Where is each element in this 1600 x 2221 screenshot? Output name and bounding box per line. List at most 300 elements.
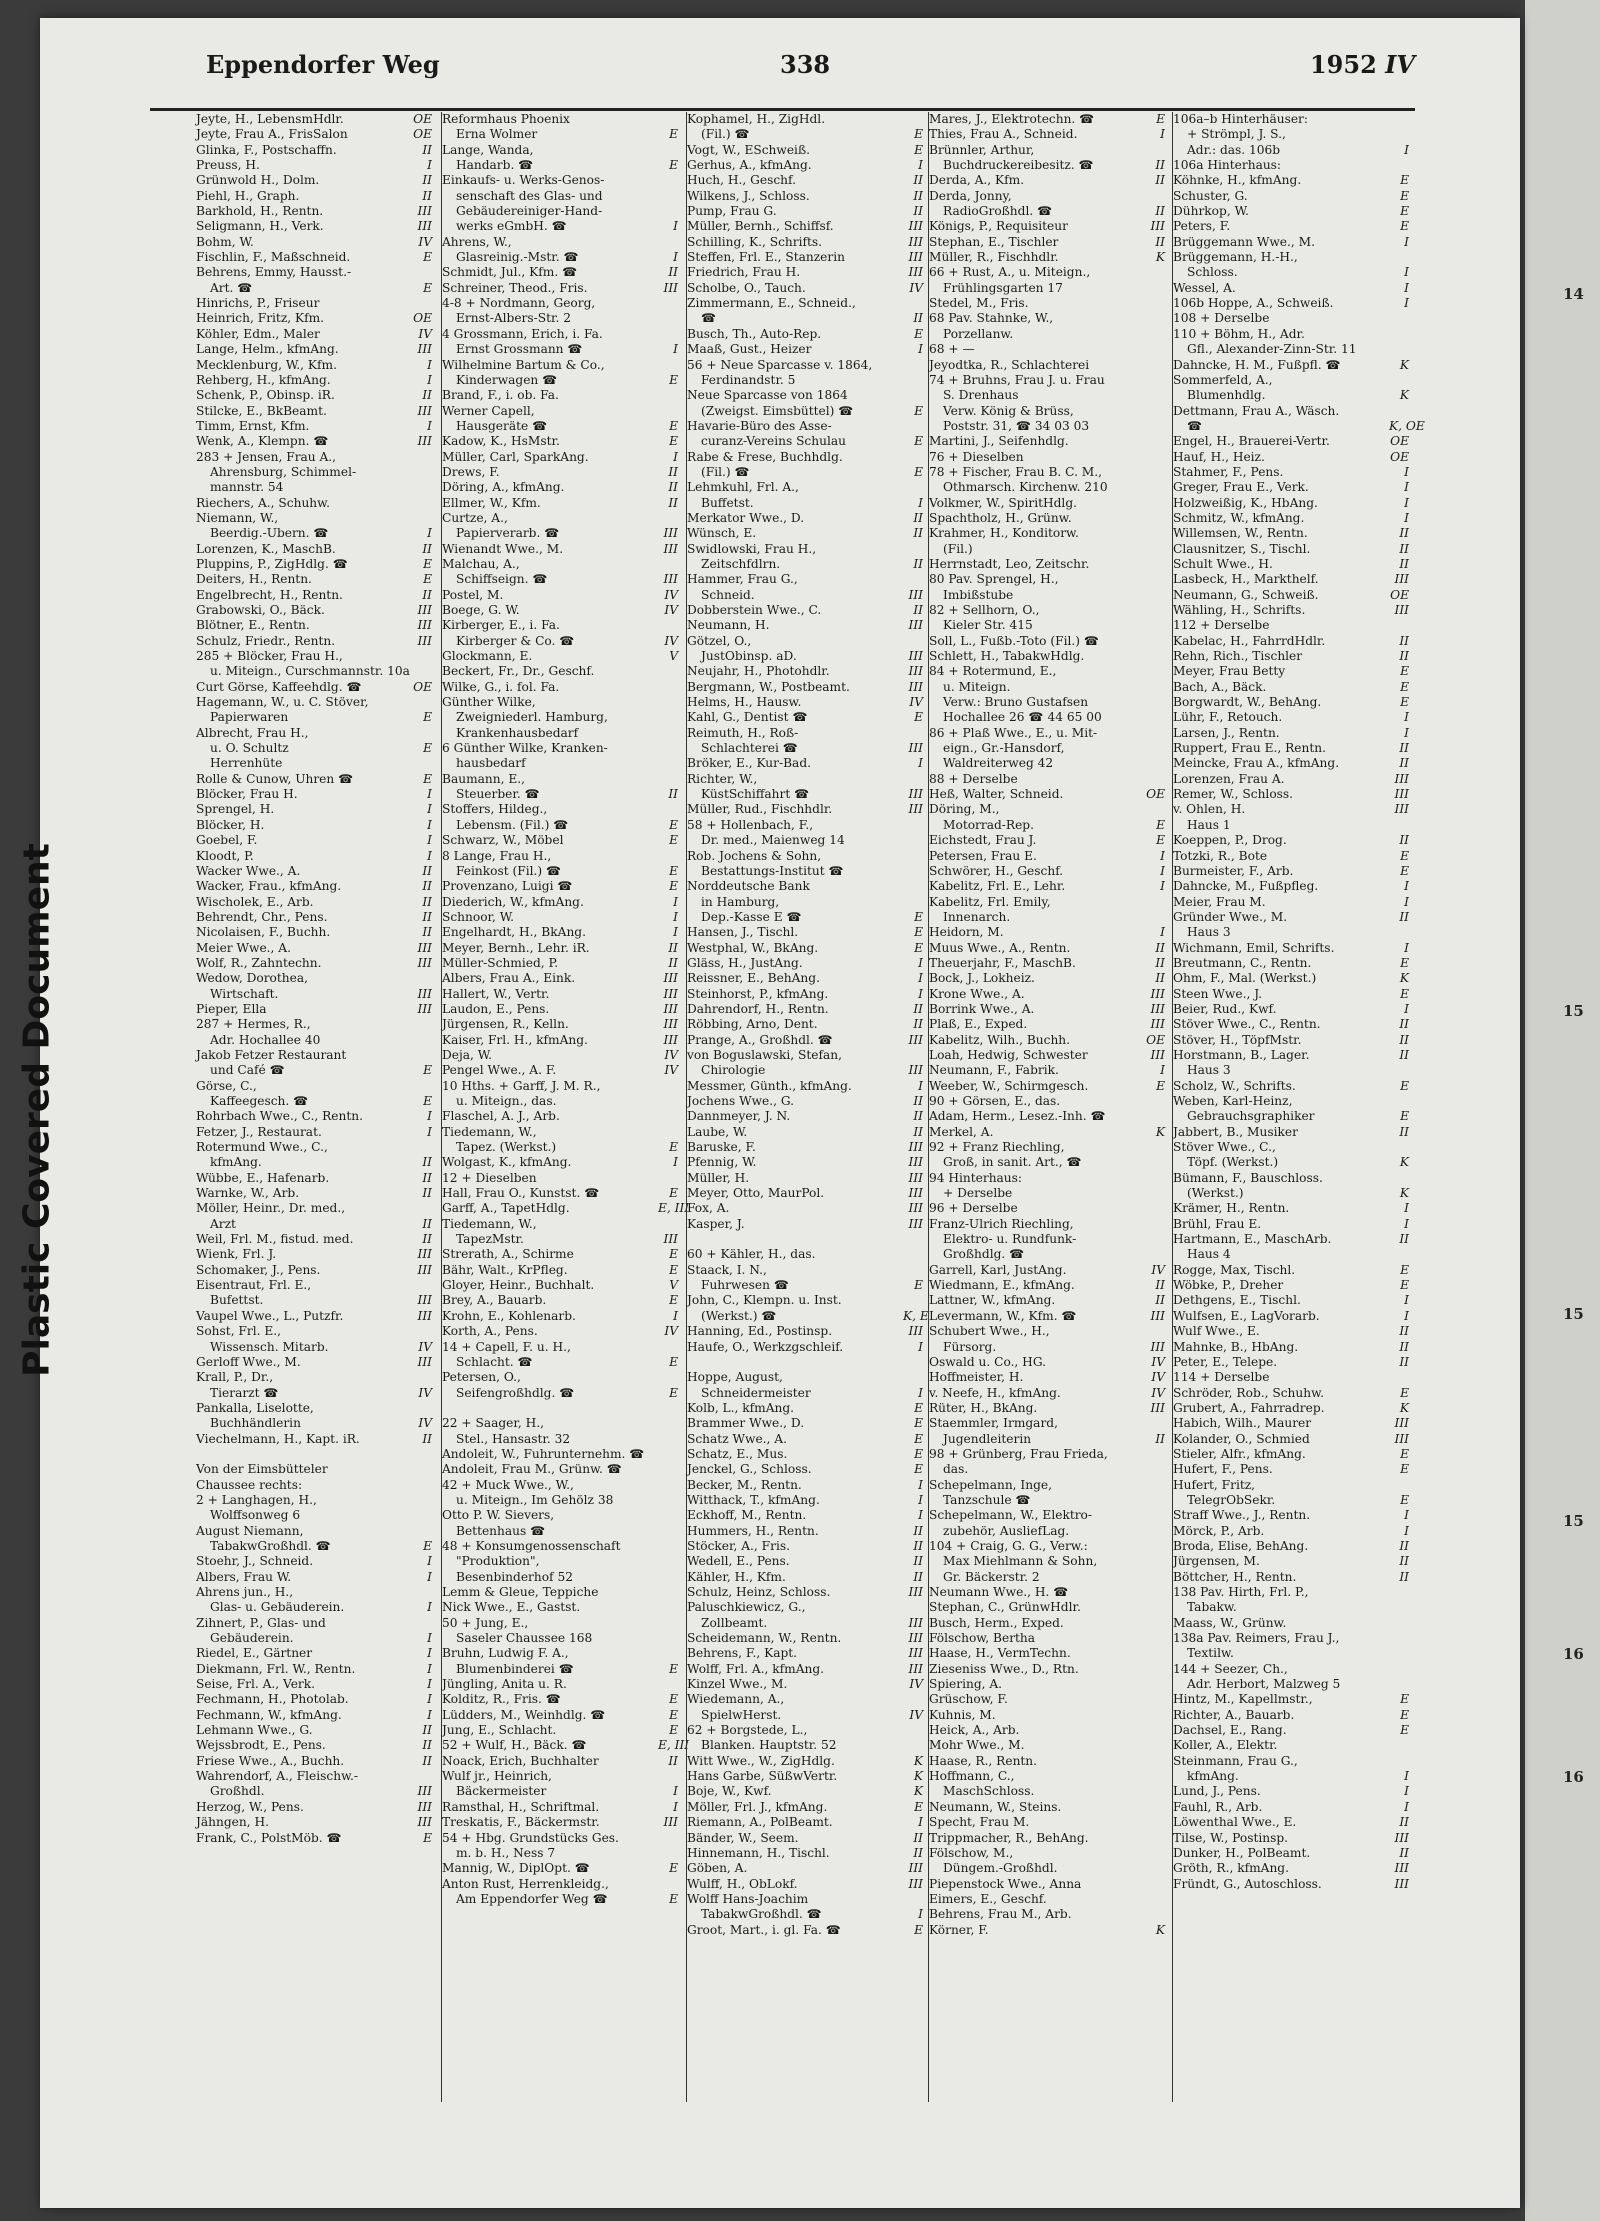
entry-text: (Fil.): [943, 541, 973, 556]
entry-text: Beerdig.-Ubern. ☎: [210, 526, 329, 541]
entry-text: Spachtholz, H., Grünw.: [929, 510, 1072, 525]
entry-floor: IV: [418, 1385, 432, 1400]
entry-floor: I: [427, 1124, 432, 1139]
entry-text: Tiedemann, W.,: [442, 1216, 537, 1231]
directory-entry: [1173, 664, 1411, 679]
entry-text: TabakwGroßhdl. ☎: [701, 1907, 822, 1922]
entry-floor: E: [914, 434, 923, 449]
directory-entry: [687, 1432, 925, 1447]
entry-floor: [1145, 895, 1167, 910]
directory-entry: [442, 526, 680, 541]
entry-floor: [1389, 327, 1411, 342]
directory-entry: [929, 1063, 1167, 1078]
entry-text: Busch, Th., Auto-Rep.: [687, 326, 822, 341]
entry-floor: E: [914, 940, 923, 955]
entry-text: Wiedemann, A.,: [687, 1692, 785, 1707]
directory-entry: [442, 1784, 680, 1799]
entry-text: 10 Hths. + Garff, J. M. R.,: [442, 1078, 601, 1093]
directory-entry: [1173, 1125, 1411, 1140]
directory-entry: [929, 1416, 1167, 1431]
directory-entry: [196, 802, 434, 817]
entry-text: 108 + Derselbe: [1173, 311, 1270, 326]
directory-entry: [929, 358, 1167, 373]
entry-text: Blumenbinderei ☎: [456, 1661, 574, 1676]
directory-entry: [687, 1125, 925, 1140]
entry-text: Richter, A., Bauarb.: [1173, 1707, 1295, 1722]
entry-text: Günther Wilke,: [442, 695, 536, 710]
entry-text: 90 + Görsen, E., das.: [929, 1094, 1061, 1108]
entry-floor: III: [1394, 1876, 1409, 1891]
directory-entry: [196, 1109, 434, 1124]
entry-floor: I: [1404, 510, 1409, 525]
entry-text: Blöcker, H.: [196, 817, 265, 832]
entry-floor: II: [913, 510, 923, 525]
entry-floor: I: [673, 925, 678, 940]
entry-floor: II: [422, 1738, 432, 1753]
entry-floor: [903, 726, 925, 741]
entry-text: Mohr Wwe., M.: [929, 1738, 1025, 1753]
entry-floor: [412, 756, 434, 771]
directory-entry: [687, 987, 925, 1002]
entry-text: Zieseniss Wwe., D., Rtn.: [929, 1661, 1079, 1676]
directory-entry: [687, 1646, 925, 1661]
entry-floor: II: [422, 142, 432, 157]
entry-floor: [1145, 465, 1167, 480]
entry-text: Bettenhaus ☎: [456, 1523, 546, 1538]
entry-floor: II: [913, 1094, 923, 1108]
directory-entry: [1173, 895, 1411, 910]
entry-floor: E: [1400, 219, 1409, 234]
entry-floor: I: [918, 1815, 923, 1830]
entry-floor: II: [1399, 1354, 1409, 1369]
entry-text: Seligmann, H., Verk.: [196, 219, 324, 234]
edge-number: 15: [1563, 1305, 1584, 1323]
entry-text: Wischolek, E., Arb.: [196, 894, 314, 909]
entry-text: Chaussee rechts:: [196, 1477, 303, 1492]
entry-floor: [1145, 1478, 1167, 1493]
entry-floor: [1145, 772, 1167, 787]
entry-floor: [658, 173, 680, 188]
entry-floor: III: [1394, 771, 1409, 786]
entry-text: Kaffeegesch. ☎: [210, 1094, 309, 1108]
entry-floor: IV: [909, 1677, 923, 1692]
entry-text: 42 + Muck Wwe., W.,: [442, 1477, 574, 1492]
entry-floor: [903, 864, 925, 879]
entry-text: Korth, A., Pens.: [442, 1324, 538, 1339]
entry-text: TabakwGroßhdl. ☎: [210, 1538, 331, 1553]
directory-entry: [929, 450, 1167, 465]
entry-text: Kadow, K., HsMstr.: [442, 434, 560, 449]
entry-text: Haus 3: [1187, 1063, 1231, 1078]
directory-entry: [929, 1524, 1167, 1539]
directory-entry: [929, 787, 1167, 802]
directory-entry: [196, 480, 434, 495]
directory-entry: [687, 388, 925, 403]
directory-entry: [1173, 726, 1411, 741]
directory-entry: [687, 465, 925, 480]
directory-entry: [442, 1861, 680, 1876]
directory-entry: [687, 1017, 925, 1032]
entry-floor: I: [918, 1508, 923, 1523]
entry-text: 84 + Rotermund, E.,: [929, 664, 1057, 679]
entry-text: Wenk, A., Klempn. ☎: [196, 434, 329, 449]
directory-entry: [1173, 925, 1411, 940]
entry-text: Wähling, H., Schrifts.: [1173, 603, 1306, 617]
entry-text: Gerhus, A., kfmAng.: [687, 158, 812, 173]
directory-entry: [929, 1708, 1167, 1723]
entry-floor: E: [669, 863, 678, 878]
directory-entry: [196, 710, 434, 725]
entry-floor: OE: [413, 127, 432, 142]
entry-text: Wahrendorf, A., Fleischw.-: [196, 1769, 359, 1784]
edge-number: 15: [1563, 1512, 1584, 1530]
entry-text: Wilhelmine Bartum & Co.,: [442, 357, 605, 372]
directory-entry: [196, 941, 434, 956]
entry-text: Dep.-Kasse E ☎: [701, 909, 802, 924]
directory-entry: [442, 1815, 680, 1830]
entry-text: Huch, H., Geschf.: [687, 173, 796, 188]
entry-floor: II: [1155, 940, 1165, 955]
directory-entry: [196, 1723, 434, 1738]
entry-text: Krohn, E., Kohlenarb.: [442, 1308, 576, 1323]
entry-text: Zollbeamt.: [701, 1615, 768, 1630]
entry-text: Kolander, O., Schmied: [1173, 1431, 1310, 1446]
entry-floor: E: [1400, 204, 1409, 219]
entry-text: Krämer, H., Rentn.: [1173, 1201, 1290, 1216]
directory-entry: [442, 158, 680, 173]
directory-entry: [687, 1401, 925, 1416]
entry-floor: [412, 649, 434, 664]
entry-text: Fechmann, H., Photolab.: [196, 1692, 349, 1707]
entry-text: Engel, H., Brauerei-Vertr.: [1173, 434, 1330, 449]
entry-floor: K: [1399, 1400, 1409, 1415]
entry-floor: K: [1155, 250, 1165, 265]
directory-column-4: [928, 112, 1167, 2102]
entry-text: Stöver Wwe., C.,: [1173, 1140, 1276, 1155]
entry-floor: III: [908, 1646, 923, 1661]
entry-floor: III: [663, 280, 678, 295]
entry-floor: [658, 557, 680, 572]
directory-entry: [442, 695, 680, 710]
entry-floor: II: [422, 1186, 432, 1201]
directory-entry: [687, 1308, 929, 1324]
entry-text: Tierarzt ☎: [210, 1385, 279, 1400]
entry-floor: E: [1400, 1385, 1409, 1400]
directory-entry: [1173, 1247, 1411, 1262]
directory-entry: [196, 987, 434, 1002]
directory-entry: [442, 480, 680, 495]
entry-floor: E: [423, 1063, 432, 1078]
entry-floor: [658, 1125, 680, 1140]
directory-entry: [1173, 1754, 1411, 1769]
entry-floor: II: [422, 1232, 432, 1247]
directory-entry: [196, 1769, 434, 1784]
entry-floor: [658, 1677, 680, 1692]
entry-floor: E: [914, 403, 923, 418]
directory-entry: [687, 1109, 925, 1124]
entry-floor: II: [668, 955, 678, 970]
directory-entry: [687, 1324, 925, 1339]
entry-text: Otto P. W. Sievers,: [442, 1508, 555, 1523]
entry-text: Mörck, P., Arb.: [1173, 1523, 1265, 1538]
entry-floor: [412, 496, 434, 511]
entry-text: Beckert, Fr., Dr., Geschf.: [442, 664, 595, 679]
entry-floor: [412, 1616, 434, 1631]
entry-floor: I: [918, 1078, 923, 1093]
directory-entry: [1173, 373, 1411, 388]
directory-entry: [687, 1723, 925, 1738]
directory-entry: [1173, 327, 1411, 342]
entry-text: Schlachterei ☎: [701, 741, 798, 756]
entry-floor: II: [913, 1845, 923, 1860]
directory-entry: [929, 219, 1167, 234]
entry-text: Kasper, J.: [687, 1216, 745, 1231]
entry-text: Bach, A., Bäck.: [1173, 679, 1267, 694]
entry-floor: [1145, 1539, 1167, 1554]
directory-entry: [687, 1478, 925, 1493]
entry-text: (Fil.) ☎: [701, 127, 750, 142]
entry-text: Tapez. (Werkst.): [456, 1140, 557, 1155]
entry-floor: I: [1160, 879, 1165, 894]
entry-text: Rabe & Frese, Buchhdlg.: [687, 449, 843, 464]
directory-entry: [1173, 1171, 1411, 1186]
entry-floor: OE: [413, 112, 432, 126]
directory-entry: [196, 1662, 434, 1677]
directory-entry: [1173, 1217, 1411, 1232]
entry-text: Schult Wwe., H.: [1173, 556, 1273, 571]
entry-floor: I: [918, 756, 923, 771]
entry-floor: E: [1400, 1462, 1409, 1477]
entry-floor: E: [423, 1094, 432, 1108]
entry-text: Piepenstock Wwe., Anna: [929, 1876, 1082, 1891]
entry-text: Schwarz, W., Möbel: [442, 833, 564, 848]
entry-floor: I: [1160, 127, 1165, 142]
entry-floor: II: [913, 526, 923, 541]
entry-floor: III: [417, 403, 432, 418]
entry-floor: [412, 1140, 434, 1155]
entry-text: Verw. König & Brüss,: [943, 403, 1074, 418]
entry-text: Lebensm. (Fil.) ☎: [456, 817, 569, 832]
entry-floor: IV: [909, 1707, 923, 1722]
entry-text: Gfl., Alexander-Zinn-Str. 11: [1187, 342, 1357, 357]
entry-floor: [658, 1171, 680, 1186]
entry-text: JustObinsp. aD.: [701, 649, 797, 664]
entry-floor: [412, 1201, 434, 1216]
entry-text: S. Drenhaus: [943, 388, 1019, 403]
entry-text: Stephan, E., Tischler: [929, 234, 1059, 249]
entry-floor: III: [908, 741, 923, 756]
directory-entry: [687, 879, 925, 894]
entry-text: Wolf, R., Zahntechn.: [196, 955, 322, 970]
entry-floor: [658, 1631, 680, 1646]
directory-entry: [929, 1493, 1167, 1508]
entry-text: Porzellanw.: [943, 326, 1014, 341]
entry-text: Hartmann, E., MaschArb.: [1173, 1232, 1332, 1247]
entry-text: Eichstedt, Frau J.: [929, 833, 1037, 848]
entry-floor: K: [1155, 1124, 1165, 1139]
entry-text: Westphal, W., BkAng.: [687, 940, 819, 955]
directory-entry: [687, 772, 925, 787]
directory-entry: [929, 1646, 1167, 1661]
entry-text: Motorrad-Rep.: [943, 817, 1034, 832]
directory-entry: [687, 1002, 925, 1017]
directory-entry: [929, 265, 1167, 280]
entry-text: Andoleit, Frau M., Grünw. ☎: [442, 1462, 622, 1477]
entry-floor: I: [1404, 725, 1409, 740]
entry-text: Bergmann, W., Postbeamt.: [687, 679, 850, 694]
entry-text: Ruppert, Frau E., Rentn.: [1173, 741, 1326, 756]
directory-entry: [1173, 941, 1411, 956]
entry-text: Schepelmann, W., Elektro-: [929, 1508, 1093, 1523]
directory-entry: [1173, 265, 1411, 280]
entry-text: Steffen, Frl. E., Stanzerin: [687, 250, 845, 265]
entry-floor: E: [669, 1707, 678, 1722]
entry-floor: [412, 1048, 434, 1063]
entry-text: Wübbe, E., Hafenarb.: [196, 1170, 330, 1185]
directory-entry: [1173, 1140, 1411, 1155]
entry-text: Neumann, F., Fabrik.: [929, 1063, 1059, 1078]
entry-floor: E: [669, 1723, 678, 1738]
entry-floor: [903, 849, 925, 864]
entry-text: ☎: [1187, 418, 1203, 433]
directory-entry: [442, 1278, 680, 1293]
entry-text: Hans Garbe, SüßwVertr.: [687, 1769, 838, 1784]
directory-entry: [442, 1800, 680, 1815]
entry-text: 283 + Jensen, Frau A.,: [196, 449, 337, 464]
entry-text: mannstr. 54: [210, 480, 284, 495]
directory-entry: [442, 358, 680, 373]
entry-floor: III: [908, 1063, 923, 1078]
entry-floor: E: [1400, 955, 1409, 970]
entry-floor: I: [918, 971, 923, 986]
entry-text: Jabbert, B., Musiker: [1173, 1124, 1298, 1139]
directory-entry: [442, 1186, 680, 1201]
entry-floor: [1389, 1063, 1411, 1078]
entry-floor: II: [913, 556, 923, 571]
directory-entry: [196, 1447, 434, 1462]
entry-text: Köhnke, H., kfmAng.: [1173, 173, 1302, 188]
directory-entry: [929, 802, 1167, 817]
entry-text: Herzog, W., Pens.: [196, 1799, 304, 1814]
directory-entry: [929, 1631, 1167, 1646]
entry-floor: IV: [909, 695, 923, 710]
directory-entry: [1173, 235, 1411, 250]
entry-text: Kolb, L., kfmAng.: [687, 1400, 795, 1415]
directory-entry: [196, 219, 434, 234]
directory-entry: [442, 173, 680, 188]
entry-floor: III: [417, 1354, 432, 1369]
entry-floor: [1145, 1416, 1167, 1431]
entry-text: Dannmeyer, J. N.: [687, 1109, 791, 1124]
directory-entry: [442, 296, 680, 311]
entry-text: Adr. Herbort, Malzweg 5: [1187, 1677, 1341, 1692]
directory-entry: [1173, 1155, 1411, 1170]
entry-floor: [1389, 250, 1411, 265]
entry-floor: III: [1394, 1431, 1409, 1446]
directory-entry: [1173, 158, 1411, 173]
directory-entry: [442, 1600, 680, 1615]
directory-entry: [929, 971, 1167, 986]
entry-text: 56 + Neue Sparcasse v. 1864,: [687, 357, 873, 372]
entry-text: Wünsch, E.: [687, 526, 757, 541]
directory-entry: [442, 281, 680, 296]
entry-floor: E: [423, 572, 432, 587]
entry-floor: IV: [418, 234, 432, 249]
entry-text: Peter, E., Telepe.: [1173, 1354, 1278, 1369]
directory-entry: [442, 1094, 680, 1109]
directory-entry: [929, 1309, 1167, 1324]
entry-text: Trippmacher, R., BehAng.: [929, 1830, 1089, 1845]
entry-floor: [1145, 1109, 1167, 1124]
entry-text: Mecklenburg, W., Kfm.: [196, 357, 337, 372]
entry-floor: [1145, 1217, 1167, 1232]
entry-floor: II: [422, 1431, 432, 1446]
entry-floor: III: [1150, 219, 1165, 234]
entry-floor: III: [908, 1661, 923, 1676]
directory-entry: [929, 833, 1167, 848]
directory-entry: [442, 1079, 680, 1094]
entry-text: Loah, Hedwig, Schwester: [929, 1047, 1088, 1062]
entry-floor: [658, 143, 680, 158]
directory-entry: [687, 1278, 925, 1293]
directory-entry: [687, 127, 925, 142]
directory-entry: [442, 1017, 680, 1032]
directory-entry: [1173, 250, 1411, 265]
entry-text: Deiters, H., Rentn.: [196, 572, 312, 587]
entry-floor: [412, 1324, 434, 1339]
entry-floor: [658, 1554, 680, 1569]
directory-entry: [1173, 1017, 1411, 1032]
entry-floor: IV: [1151, 1262, 1165, 1277]
entry-text: Handarb. ☎: [456, 158, 534, 173]
entry-text: Wilkens, J., Schloss.: [687, 188, 810, 203]
directory-entry: [687, 680, 925, 695]
entry-floor: [1145, 434, 1167, 449]
entry-floor: I: [427, 1631, 432, 1646]
entry-text: Broda, Elise, BehAng.: [1173, 1538, 1309, 1553]
entry-floor: III: [417, 986, 432, 1001]
entry-floor: [1389, 1247, 1411, 1262]
entry-floor: II: [422, 388, 432, 403]
entry-text: Derda, Jonny,: [929, 188, 1012, 203]
entry-floor: II: [668, 265, 678, 280]
entry-text: Haase, H., VermTechn.: [929, 1646, 1071, 1661]
entry-text: Hoffmann, C.,: [929, 1769, 1015, 1784]
entry-text: Kuhnis, M.: [929, 1707, 996, 1722]
entry-floor: II: [1399, 833, 1409, 848]
entry-text: Vaupel Wwe., L., Putzfr.: [196, 1308, 344, 1323]
entry-floor: I: [918, 1477, 923, 1492]
directory-entry: [929, 1171, 1167, 1186]
directory-entry: [442, 1846, 680, 1861]
directory-entry: [687, 557, 925, 572]
entry-floor: IV: [418, 1339, 432, 1354]
entry-text: Stoffers, Hildeg.,: [442, 802, 548, 817]
directory-entry: [196, 1585, 434, 1600]
entry-text: Steinmann, Frau G.,: [1173, 1753, 1298, 1768]
entry-floor: [658, 1109, 680, 1124]
entry-floor: [1145, 1800, 1167, 1815]
entry-text: Krahmer, H., Konditorw.: [929, 526, 1079, 541]
entry-text: SpielwHerst.: [701, 1707, 782, 1722]
entry-text: Ernst-Albers-Str. 2: [456, 311, 571, 326]
entry-text: Petersen, O.,: [442, 1370, 521, 1385]
entry-floor: [1145, 1447, 1167, 1462]
entry-floor: E: [669, 1262, 678, 1277]
entry-text: Stöver Wwe., C., Rentn.: [1173, 1017, 1321, 1032]
entry-text: Müller, H.: [687, 1170, 750, 1185]
entry-floor: [1145, 603, 1167, 618]
